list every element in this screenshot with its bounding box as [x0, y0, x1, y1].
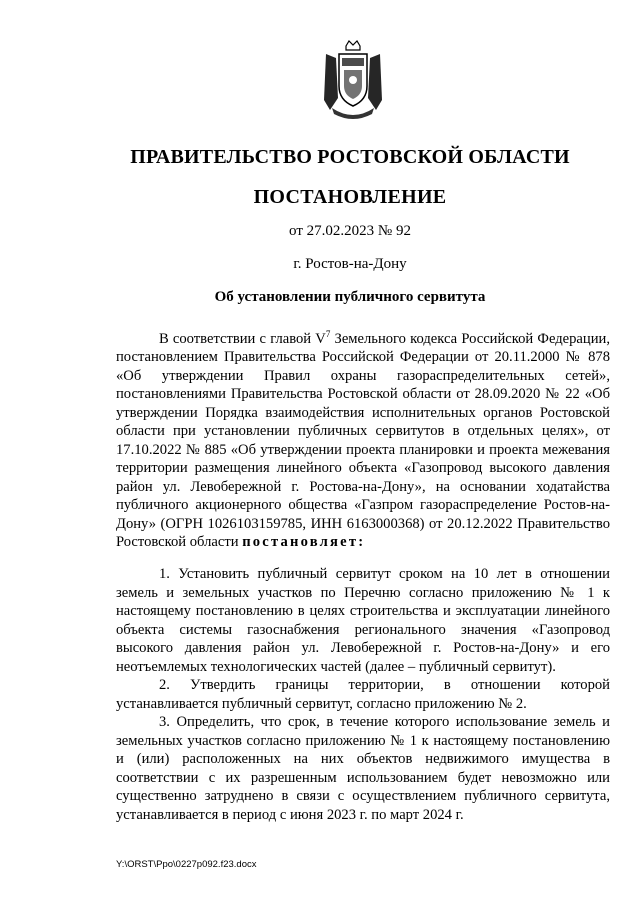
coat-of-arms-icon [322, 40, 384, 122]
preamble-text-2: Земельного кодекса Российской Федерации, постановлением Правительства Российской Федерации от 20.11.2000 № 878 «Об утверждении Правил охраны газораспределительных сетей», постановлениями Правительства Ростовской области от 28.09.2020 № 22 «Об утверждении Порядка взаимодействия исполнительных органов Ростовской области при установлении публичных сервитутов в отдельных целях», от 17.10.2022 № 885 «Об утверждении проекта планировки и проекта межевания территории размещения линейного объекта «Газопровод высокого давления район ул. Левобережной г. Ростова-на-Дону», на основании ходатайства публичного акционерного общества «Газпром газораспределение Ростов-на-Дону» (ОГРН 1026103159785, ИНН 6163000368) от 20.12.2022 Правительство Ростовской области [116, 330, 610, 551]
document-city: г. Ростов-на-Дону [293, 256, 407, 272]
clause-2: 2. Утвердить границы территории, в отношении которой устанавливается публичный сервитут, согласно приложению № 2. [116, 677, 610, 712]
document-date-number: от 27.02.2023 № 92 [289, 223, 411, 239]
preamble-text-1: В соответствии с главой V [159, 330, 326, 347]
preamble-paragraph [116, 325, 610, 552]
preamble-superscript: 7 [325, 329, 331, 339]
document-subject: Об установлении публичного сервитута [214, 289, 486, 305]
resolves-word: постановляет: [242, 534, 366, 551]
preamble [116, 325, 610, 552]
organization-title: ПРАВИТЕЛЬСТВО РОСТОВСКОЙ ОБЛАСТИ [130, 146, 570, 168]
clause-3: 3. Определить, что срок, в течение которого использование земель и земельных участков согласно приложению № 1 к настоящему постановлению и (или) расположенных на них объектов недвижимого имущества в соответствии с их разрешенным использованием будет невозможно или существенно затруднено в связи с осуществлением публичного сервитута, устанавливается в период с июня 2023 г. по март 2024 г. [116, 714, 610, 823]
document-type: ПОСТАНОВЛЕНИЕ [253, 186, 447, 208]
footer-file-path: Y:\ORST\Ppo\0227p092.f23.docx [116, 859, 257, 870]
clauses [116, 565, 610, 824]
clause-1: 1. Установить публичный сервитут сроком на 10 лет в отношении земель и земельных участков по Перечню согласно приложению № 1 к настоящему постановлению в целях строительства и эксплуатации линейного объекта системы газоснабжения регионального значения «Газопровод высокого давления район ул. Левобережной г. Ростов-на-Дону» и его неотъемлемых технологических частей (далее – публичный сервитут). [116, 566, 610, 675]
